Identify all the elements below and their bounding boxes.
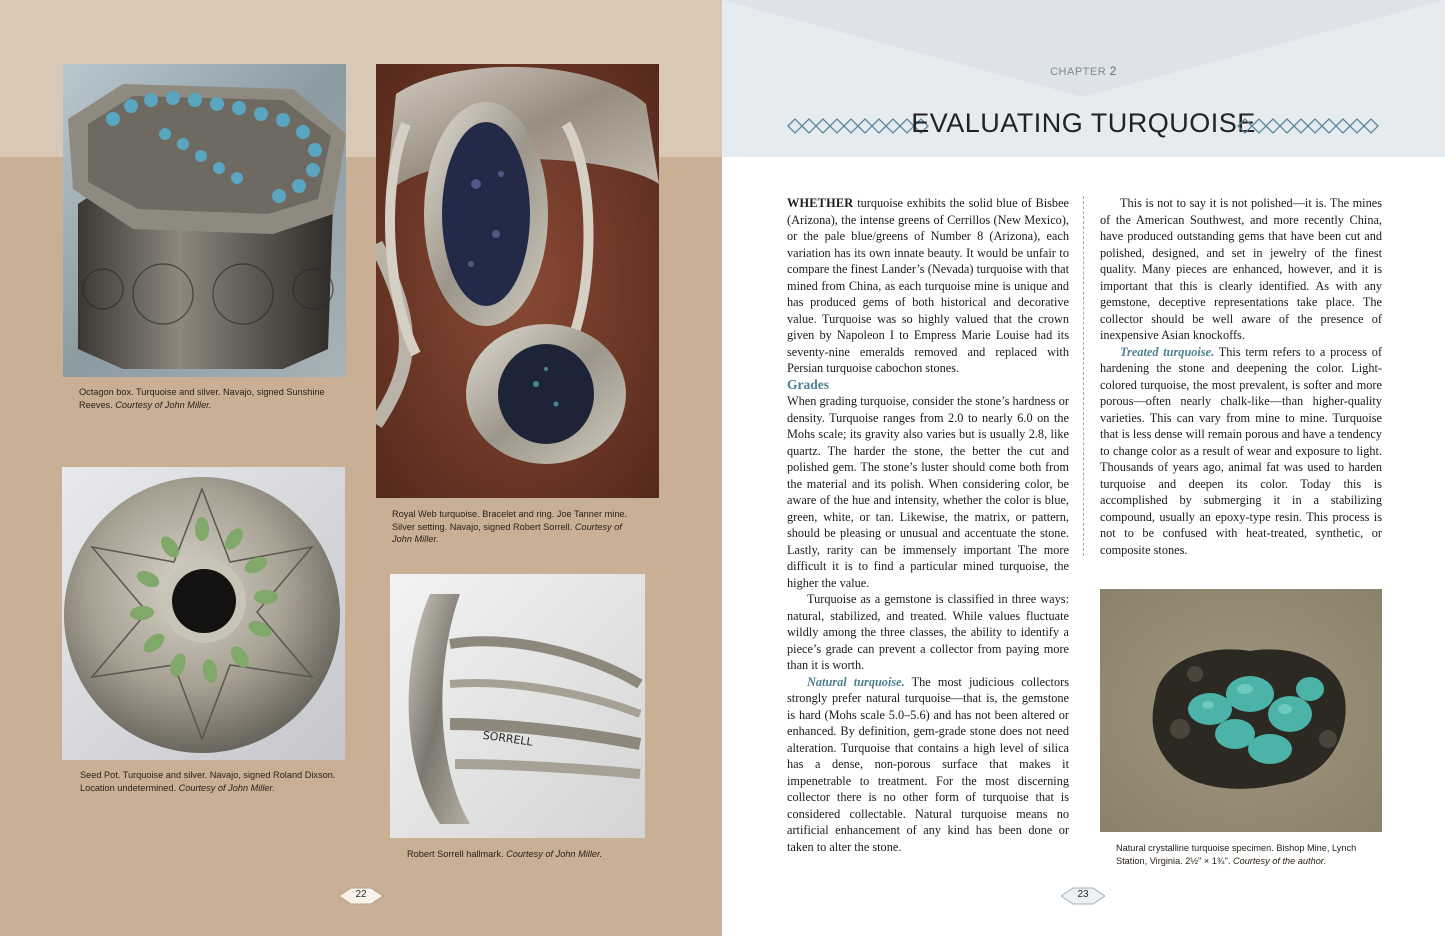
subhead-grades: Grades <box>787 376 829 392</box>
photo-sorrell-hallmark <box>390 574 645 838</box>
grades-paragraph: When grading turquoise, consider the stone’s hardness or density. Turquoise ranges from 2.0 to nearly 6.0 on the Mohs scale; its gravity also varies but is usually 2.8, like quartz. The harder the stone, the better the cut and polished gem. The stone’s luster should come both from the material and its polish. When considering color, be aware of the hue and intensity, whether the color is blue, green, white, or tan. Likewise, the matrix, or pattern, should be pleasing or unusual and accentuate the stone. Lastly, rarity can be immensely important The more difficult it is to find a particular mined turquoise, the higher the value. <box>787 394 1069 590</box>
treated-turquoise-paragraph: Treated turquoise. This term refers to a process of hardening the stone and deepening the color. Light-colored turquoise, the most prevalent, is softer and more porous—often nearly chalk-like—than higher-quality varieties. This can vary from mine to mine. Turquoise that is less dense will remain porous and have a tendency to change color as a result of wear and exposure to light. Thousands of years ago, animal fat was used to harden turquoise and deepen its color. Today this is accomplished by submerging it in a stabilizing compound, usually an epoxy-type resin. This process is not to be confused with heat-treated, synthetic, or composite stones. <box>1100 344 1382 557</box>
body-column-2 <box>1100 195 1382 558</box>
body-column-1 <box>787 195 1069 855</box>
column-divider <box>1083 196 1084 556</box>
page-number-right: 23 <box>1061 887 1105 905</box>
right-page <box>722 0 1445 936</box>
caption-seed-pot: Seed Pot. Turquoise and silver. Navajo, signed Roland Dixson. Location undetermined. Courtesy of John Miller. <box>80 770 336 793</box>
natural-turquoise-paragraph: Natural turquoise. The most judicious collectors strongly prefer natural turquoise—that is, the gemstone is hard (Mohs scale 5.0–5.6) and has not been altered or enhanced. By definition, gem-grade stone does not need alteration. Turquoise that contains a high level of silica has a dense, non-porous surface that makes it impenetrable to treatment. For the most discerning collector there is no other form of turquoise that is considered collectable. Natural turquoise means no artificial enhancement of any kind has been done or taken to alter the stone. <box>787 674 1069 854</box>
polished-paragraph: This is not to say it is not polished—it is. The mines of the American Southwest, and more recently China, have produced outstanding gems that have been cut and polished, designed, and set in jewelry of the finest quality. Many pieces are enhanced, however, and it is important that this is clearly identified. As with any gemstone, deceptive representations take place. The collector should be well aware of the presence of inexpensive Asian knockoffs. <box>1100 196 1382 342</box>
caption-octagon-box: Octagon box. Turquoise and silver. Navajo, signed Sunshine Reeves. Courtesy of John Miller. <box>79 387 325 410</box>
diamond-ornament-right <box>1237 116 1382 136</box>
caption-sorrell-hallmark: Robert Sorrell hallmark. Courtesy of John Miller. <box>407 849 603 859</box>
photo-royal-web-bracelet <box>376 64 659 498</box>
chapter-label: CHAPTER 2 <box>1050 64 1117 78</box>
photo-turquoise-specimen <box>1100 589 1382 832</box>
left-page <box>0 0 722 936</box>
page-number-left: 22 <box>339 887 383 905</box>
caption-royal-web-bracelet: Royal Web turquoise. Bracelet and ring. Joe Tanner mine. Silver setting. Navajo, signed Robert Sorrell. Courtesy of John Miller. <box>392 509 628 544</box>
hallmark-text: SORRELL <box>481 728 534 749</box>
photo-seed-pot <box>62 467 345 760</box>
intro-paragraph: WHETHER turquoise exhibits the solid blue of Bisbee (Arizona), the intense greens of Cerrillos (New Mexico), or the pale blue/greens of Number 8 (Arizona), each variation has its own innate beauty. It would be unfair to compare the finest Lander’s (Nevada) turquoise with that mined from China, as each turquoise mine is unique and has produced gems of both historical and decorative value. Turquoise was so highly valued that the crown given by Napoleon I to Empress Marie Louise had its seventy-nine emeralds removed and replaced with Persian turquoise cabochon stones. <box>787 196 1069 375</box>
chapter-title: EVALUATING TURQUOISE <box>911 108 1256 138</box>
caption-turquoise-specimen: Natural crystalline turquoise specimen. Bishop Mine, Lynch Station, Virginia. 2½" × 1¾". Courtesy of the author. <box>1116 843 1357 866</box>
photo-octagon-box <box>63 64 346 377</box>
classification-paragraph: Turquoise as a gemstone is classified in three ways: natural, stabilized, and treated. While values fluctuate wildly among the three classes, the ability to identify a piece’s grade can prevent a collector from paying more than it is worth. <box>787 592 1069 672</box>
